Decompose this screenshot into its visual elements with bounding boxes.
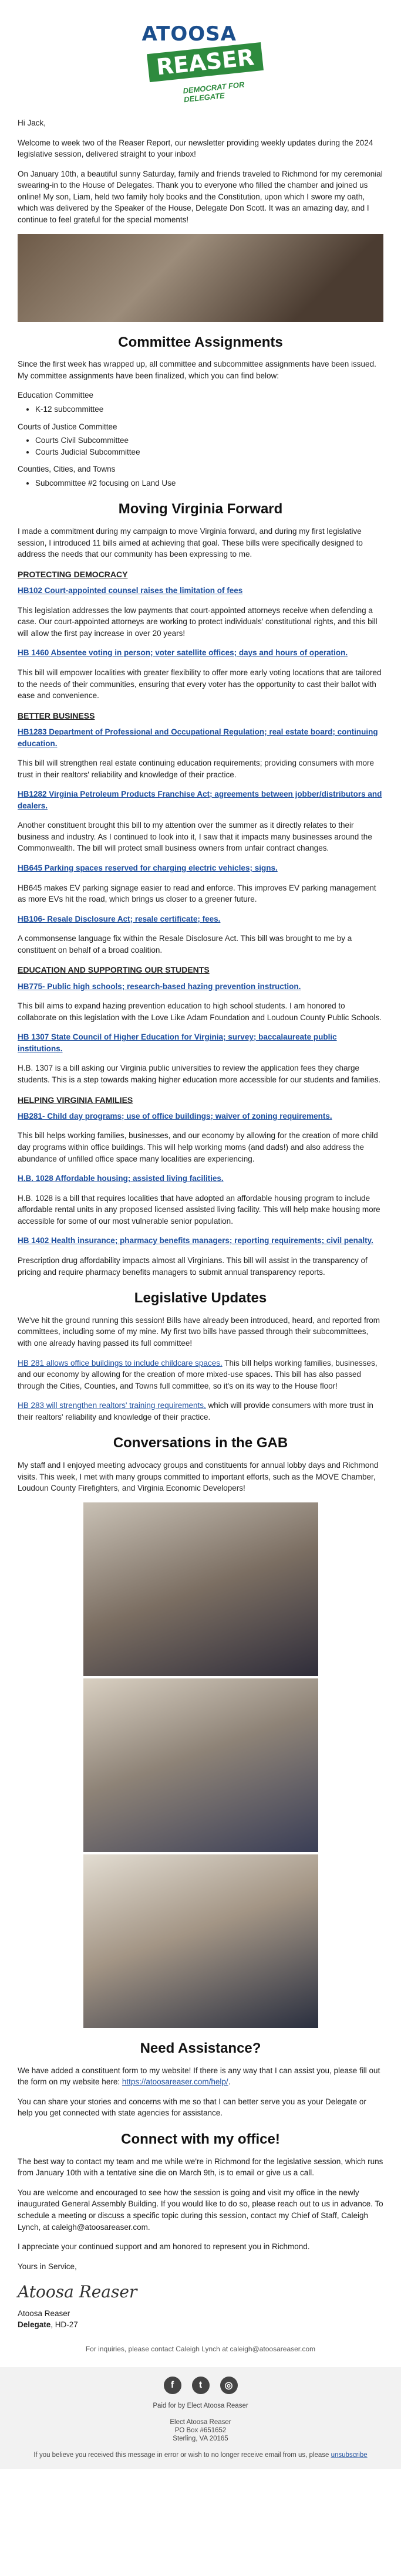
committee-name: Courts of Justice Committee bbox=[18, 422, 117, 431]
assistance-text: We have added a constituent form to my website! If there is any way that I can assist you, please fill out the form on my website here: bbox=[18, 2066, 380, 2087]
unsubscribe-link[interactable]: unsubscribe bbox=[331, 2451, 368, 2459]
group-photo bbox=[83, 1502, 318, 1676]
section-heading: EDUCATION AND SUPPORTING OUR STUDENTS bbox=[18, 965, 210, 975]
bill-description: This bill will empower localities with greater flexibility to offer more early voting locations that are tailored to the needs of their communities, ensuring that every voter has the opportunity to cast their ballot with ease and convenience. bbox=[18, 668, 382, 700]
footer bbox=[0, 2367, 401, 2469]
connect-paragraph-2: You are welcome and encouraged to see how the session is going and visit my office in the newly inaugurated General Assembly Building. If you would like to do so, please reach out to us in advance. To schedule a meeting or discuss a specific topic during this session, contact my Chief of Staff, Caleigh Lynch, at caleigh@atoosareaser.com. bbox=[18, 2188, 383, 2232]
subcommittee-item: • Subcommittee #2 focusing on Land Use bbox=[35, 478, 383, 489]
logo-tagline: DEMOCRAT FOR DELEGATE bbox=[182, 80, 245, 104]
committee-name: Counties, Cities, and Towns bbox=[18, 465, 116, 474]
assistance-paragraph-2: You can share your stories and concerns with me so that I can better serve you as your Delegate or help you get connected with state agencies for assistance. bbox=[18, 2097, 366, 2118]
closing-yours: Yours in Service, bbox=[18, 2262, 77, 2271]
gab-title: Conversations in the GAB bbox=[113, 1435, 288, 1451]
bill-description: Another constituent brought this bill to my attention over the summer as it directly relates to their business and industry. As I continued to look into it, I saw that it impacts many businesses around the Commonwealth. The bill will protect small business owners from unfair contract changes. bbox=[18, 821, 372, 853]
district-label: , HD-27 bbox=[50, 2320, 78, 2330]
bills-section bbox=[0, 499, 401, 1278]
update-link[interactable]: HB 283 will strengthen realtors' training requirements, bbox=[18, 1401, 206, 1410]
bill-description: H.B. 1307 is a bill asking our Virginia public universities to review the application fees they charge students. This is a step towards making higher education more accessible for our students and families. bbox=[18, 1064, 381, 1085]
city-line: Sterling, VA 20165 bbox=[173, 2435, 228, 2442]
campaign-logo bbox=[136, 18, 265, 104]
bill-link[interactable]: HB1282 Virginia Petroleum Products Franchise Act; agreements between jobber/distributors and dealers. bbox=[18, 790, 382, 810]
legislative-title: Legislative Updates bbox=[134, 1290, 267, 1306]
update-text: which will provide consumers with more trust in their realtors' reliability and knowledge of their practice. bbox=[18, 1401, 373, 1421]
closing-name: Atoosa Reaser bbox=[18, 2308, 70, 2318]
bill-link[interactable]: HB775- Public high schools; research-based hazing prevention instruction. bbox=[18, 981, 301, 991]
bill-link[interactable]: HB106- Resale Disclosure Act; resale certificate; fees. bbox=[18, 914, 221, 923]
paid-for-line: Paid for by Elect Atoosa Reaser bbox=[153, 2402, 248, 2409]
update-text: This bill helps working families, businesses, and our economy by allowing for the creation of more mixed-use spaces. This bill has also passed through the Cities, Counties, and Towns full committee, so it's on its way to the House floor! bbox=[18, 1358, 378, 1390]
committee-section bbox=[0, 333, 401, 489]
update-item bbox=[18, 1358, 383, 1392]
update-item bbox=[18, 1400, 383, 1423]
bill-description: Prescription drug affordability impacts almost all Virginians. This bill will assist in the transparency of pricing and require pharmacy benefits managers to submit annual transparency reports. bbox=[18, 1255, 368, 1277]
connect-title: Connect with my office! bbox=[121, 2131, 280, 2147]
org-name: Elect Atoosa Reaser bbox=[170, 2418, 231, 2426]
signature: Atoosa Reaser bbox=[18, 2282, 137, 2302]
social-icons bbox=[0, 2377, 401, 2394]
connect-paragraph: The best way to contact my team and me while we're in Richmond for the legislative session, which runs from January 10th with a tentative sine die on March 9th, is to email or give us a call. bbox=[18, 2157, 383, 2178]
section-heading: HELPING VIRGINIA FAMILIES bbox=[18, 1095, 133, 1105]
committee-name: Education Committee bbox=[18, 391, 94, 400]
connect-section bbox=[0, 2130, 401, 2233]
closing-thanks: I appreciate your continued support and am honored to represent you in Richmond. bbox=[18, 2242, 310, 2252]
gab-text: My staff and I enjoyed meeting advocacy groups and constituents for annual lobby days and Richmond visits. This week, I met with many groups committed to important efforts, such as the MOVE Chamber, Loudoun County Firefighters, and Virginia Economic Developers! bbox=[18, 1461, 379, 1493]
subcommittee-item: • Courts Judicial Subcommittee bbox=[35, 446, 383, 458]
unsubscribe-text: If you believe you received this message in error or wish to no longer receive email from us, please bbox=[33, 2451, 331, 2459]
po-box: PO Box #651652 bbox=[174, 2426, 227, 2434]
closing-section bbox=[0, 2241, 401, 2331]
unsubscribe-line bbox=[0, 2452, 401, 2459]
bill-link[interactable]: HB645 Parking spaces reserved for charging electric vehicles; signs. bbox=[18, 864, 278, 872]
help-form-link[interactable]: https://atoosareaser.com/help/ bbox=[122, 2077, 228, 2087]
subcommittee-item: • Courts Civil Subcommittee bbox=[35, 435, 383, 446]
subcommittee-item: • K-12 subcommittee bbox=[35, 404, 383, 415]
bill-link[interactable]: HB1283 Department of Professional and Occupational Regulation; real estate board; continuing education. bbox=[18, 727, 378, 748]
closing-title bbox=[18, 2319, 383, 2331]
bill-description: This bill will strengthen real estate continuing education requirements; providing consumers with more trust in their realtors' reliability and knowledge of their practice. bbox=[18, 759, 375, 779]
twitter-icon[interactable]: t bbox=[192, 2377, 210, 2394]
instagram-icon[interactable]: ◎ bbox=[220, 2377, 238, 2394]
section-heading: BETTER BUSINESS bbox=[18, 710, 95, 720]
bill-description: HB645 makes EV parking signage easier to read and enforce. This improves EV parking management as more EVs hit the road, which brings us closer to a greener future. bbox=[18, 883, 376, 904]
bills-intro: I made a commitment during my campaign to move Virginia forward, and during my first legislative session, I introduced 11 bills aimed at achieving that goal. These bills were specifically designed to address the needs that our community has been expressing to me. bbox=[18, 527, 363, 559]
committee-group bbox=[18, 463, 383, 489]
intro-paragraph: Welcome to week two of the Reaser Report, our newsletter providing weekly updates during the 2024 legislative session, delivered straight to your inbox! bbox=[18, 138, 373, 159]
section-heading: PROTECTING DEMOCRACY bbox=[18, 569, 128, 579]
committee-intro: Since the first week has wrapped up, all committee and subcommittee assignments have been issued. My committee assignments have been finalized, which you can find below: bbox=[18, 360, 376, 380]
bill-description: H.B. 1028 is a bill that requires localities that have adopted an affordable housing program to include affordable rental units in any proposed licensed assisted living facility. This will help make housing more accessible for some of our most vulnerable senior population. bbox=[18, 1193, 380, 1226]
legislative-intro: We've hit the ground running this session! Bills have already been introduced, heard, and reported from committees, including some of my mine. My first two bills have passed through their subcommittees, with one already having passed its full committee! bbox=[18, 1315, 380, 1348]
bill-link[interactable]: HB 1307 State Council of Higher Education for Virginia; survey; baccalaureate public institutions. bbox=[18, 1033, 337, 1053]
gab-section bbox=[0, 1433, 401, 1494]
swearing-in-photo bbox=[18, 234, 383, 322]
assistance-section bbox=[0, 2039, 401, 2119]
photo-gallery bbox=[83, 1502, 318, 2028]
intro-section bbox=[0, 117, 401, 226]
bill-description: This legislation addresses the low payments that court-appointed attorneys receive when defending a case. Our court-appointed attorneys are working to protect individuals' constitutional rights, and this bill will allow the first pay increase in over 20 years! bbox=[18, 605, 378, 638]
swearing-in-paragraph: On January 10th, a beautiful sunny Saturday, family and friends traveled to Richmond for my ceremonial swearing-in to the House of Delegates. Thank you to everyone who filled the chamber and joined us online! My son, Liam, held two family holy books and the Constitution, upon which I swore my oath, which was delivered by the Speaker of the House, Delegate Don Scott. It was an amazing day, and I continue to feel grateful for the special moments! bbox=[18, 169, 383, 224]
greeting: Hi Jack, bbox=[18, 119, 46, 127]
logo-first-name: ATOOSA bbox=[141, 22, 237, 46]
header bbox=[0, 0, 401, 117]
bill-link[interactable]: HB 1402 Health insurance; pharmacy benefits managers; reporting requirements; civil penalty. bbox=[18, 1236, 373, 1245]
bill-link[interactable]: HB281- Child day programs; use of office buildings; waiver of zoning requirements. bbox=[18, 1111, 332, 1121]
delegate-label: Delegate bbox=[18, 2320, 51, 2330]
bill-link[interactable]: HB102 Court-appointed counsel raises the limitation of fees bbox=[18, 586, 243, 595]
assistance-text-end: . bbox=[228, 2077, 231, 2087]
bills-title: Moving Virginia Forward bbox=[118, 501, 283, 517]
bill-description: A commonsense language fix within the Resale Disclosure Act. This bill was brought to me by a constituent on behalf of a broad coalition. bbox=[18, 934, 352, 954]
legislative-updates-section bbox=[0, 1288, 401, 1423]
bill-link[interactable]: HB 1460 Absentee voting in person; voter satellite offices; days and hours of operation. bbox=[18, 648, 348, 658]
bill-description: This bill helps working families, businesses, and our economy by allowing for the creation of more child day programs within office buildings. This will help working moms (and dads!) and also address the abundance of unfilled office space many localities are experiencing. bbox=[18, 1131, 378, 1163]
assistance-paragraph bbox=[18, 2065, 383, 2088]
group-photo bbox=[83, 1678, 318, 1852]
facebook-icon[interactable]: f bbox=[164, 2377, 181, 2394]
bill-link[interactable]: H.B. 1028 Affordable housing; assisted living facilities. bbox=[18, 1174, 224, 1183]
committee-title: Committee Assignments bbox=[118, 334, 283, 350]
group-photo bbox=[83, 1854, 318, 2028]
bill-description: This bill aims to expand hazing prevention education to high school students. I am honored to collaborate on this legislation with the Love Like Adam Foundation and Loudoun County Public Schools. bbox=[18, 1001, 382, 1022]
committee-group bbox=[18, 390, 383, 415]
update-link[interactable]: HB 281 allows office buildings to include childcare spaces. bbox=[18, 1358, 223, 1367]
committee-group bbox=[18, 421, 383, 458]
assistance-title: Need Assistance? bbox=[140, 2040, 261, 2056]
inquiries-note: For inquiries, please contact Caleigh Lynch at caleigh@atoosareaser.com bbox=[85, 2344, 316, 2353]
logo-last-name: REASER bbox=[147, 42, 264, 82]
